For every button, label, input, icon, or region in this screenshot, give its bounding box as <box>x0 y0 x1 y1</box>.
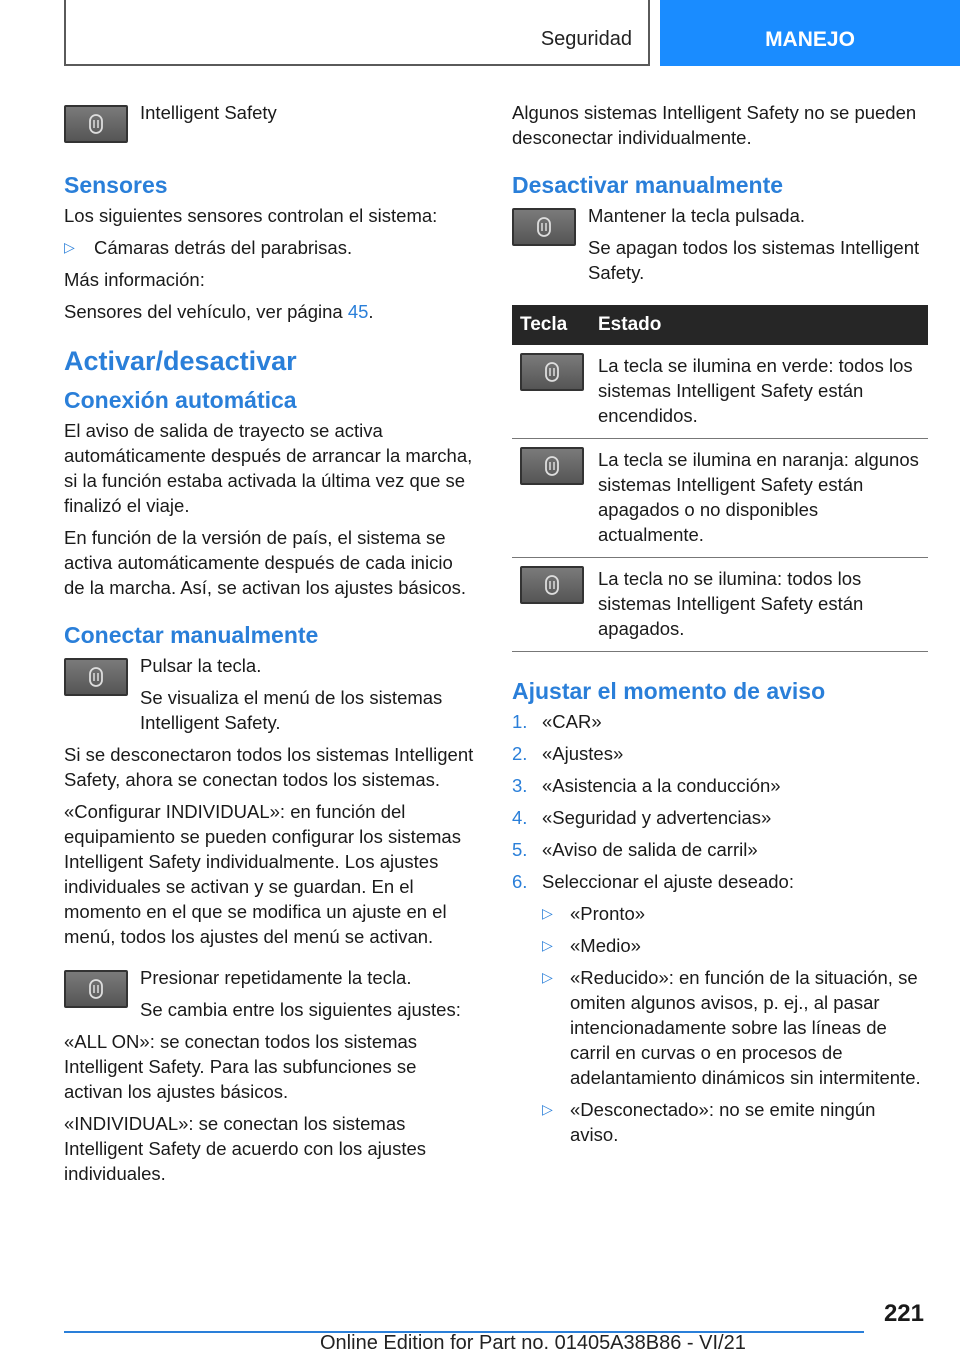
activar-desactivar-heading: Activar/desactivar <box>64 346 297 376</box>
auto-paragraph-1: El aviso de salida de trayecto se activa automáticamente después de arrancar la marcha, si la función estaba activada la última vez que se finalizó el viaje. <box>64 420 473 516</box>
sensores-ref: Sensores del vehículo, ver página 45. <box>64 301 374 322</box>
press-key-row <box>64 965 478 1022</box>
edition-text: Online Edition for Part no. 01405A38B86 - VI/21 <box>320 1332 746 1354</box>
intelligent-safety-key-icon <box>64 105 128 143</box>
manual-key-row <box>64 653 478 735</box>
left-column <box>64 100 478 1193</box>
table-header-tecla: Tecla <box>512 305 590 345</box>
right-top-paragraph: Algunos sistemas Intelligent Safety no se pueden desconectar individualmente. <box>512 102 917 148</box>
intelligent-safety-key-icon <box>64 658 128 696</box>
key-status-table <box>512 305 928 652</box>
desactivar-manualmente-heading: Desactivar manualmente <box>512 172 784 198</box>
sensores-heading: Sensores <box>64 172 168 198</box>
desact-step-2: Se apagan todos los sistemas Intelligent Safety. <box>588 237 920 283</box>
ajustar-momento-heading: Ajustar el momento de aviso <box>512 678 826 704</box>
step-item: 6. Seleccionar el ajuste deseado: <box>512 871 794 892</box>
header-chapter-tab: MANEJO <box>660 0 960 66</box>
page-number: 221 <box>883 1300 924 1327</box>
conexion-automatica-heading: Conexión automática <box>64 387 297 413</box>
press-step-2: Se cambia entre los siguientes ajustes: <box>140 999 461 1020</box>
table-row <box>512 558 928 652</box>
table-header-estado: Estado <box>590 305 928 345</box>
manual-step-2: Se visualiza el menú de los sistemas Intelligent Safety. <box>140 687 443 733</box>
intelligent-safety-key-icon <box>64 970 128 1008</box>
page-link-45[interactable]: 45 <box>347 301 369 322</box>
table-cell-estado: La tecla se ilumina en verde: todos los sistemas Intelligent Safety están encendidos. <box>590 345 928 439</box>
auto-paragraph-2: En función de la versión de país, el sistema se activa automáticamente después de cada inicio de la marcha. Así, se activan los ajustes básicos. <box>64 527 467 598</box>
sensores-bullet: ▷ Cámaras detrás del parabrisas. <box>64 235 478 260</box>
step-item: 1. «CAR» <box>512 711 602 732</box>
manual-paragraph-2: «Configurar INDIVIDUAL»: en función del equipamiento se pueden configurar los sistemas Intelligent Safety individualmente. Los ajustes individuales se activan y se guardan. En el momento en el que se modifica un ajuste en el menú, todos los ajustes del menú se activan. <box>64 801 461 947</box>
manual-paragraph-1: Si se desconectaron todos los sistemas Intelligent Safety, ahora se conectan todos los sistemas. <box>64 744 474 790</box>
header-section-title: Seguridad <box>540 28 632 50</box>
allon-paragraph: «ALL ON»: se conectan todos los sistemas Intelligent Safety. Para las subfunciones se activan los ajustes básicos. <box>64 1031 418 1102</box>
table-row <box>512 439 928 558</box>
header-section-box <box>64 0 650 66</box>
desact-key-row <box>512 203 926 285</box>
table-row <box>512 345 928 439</box>
press-step-1: Presionar repetidamente la tecla. <box>140 967 412 988</box>
step-item: 5. «Aviso de salida de carril» <box>512 839 758 860</box>
manual-step-1: Pulsar la tecla. <box>140 655 262 676</box>
key-off-icon <box>520 566 584 604</box>
individual-paragraph: «INDIVIDUAL»: se conectan los sistemas Intelligent Safety de acuerdo con los ajustes individuales. <box>64 1113 427 1184</box>
intelligent-safety-key-icon <box>512 208 576 246</box>
step-item: 3. «Asistencia a la conducción» <box>512 775 781 796</box>
step-item: 2. «Ajustes» <box>512 743 624 764</box>
right-column <box>512 100 926 1154</box>
conectar-manualmente-heading: Conectar manualmente <box>64 622 319 648</box>
page-header <box>0 0 960 66</box>
sub-option-desconectado: ▷ «Desconectado»: no se emite ningún aviso. <box>512 1097 926 1147</box>
table-cell-estado: La tecla se ilumina en naranja: algunos sistemas Intelligent Safety están apagados o no disponibles actualmente. <box>590 439 928 558</box>
sub-option-reducido: ▷ «Reducido»: en función de la situación, se omiten algunos avisos, p. ej., al pasar intencionadamente sobre las líneas de carril en curvas o en procesos de adelantamiento dinámicos sin intermitente. <box>512 965 926 1090</box>
key-orange-icon <box>520 447 584 485</box>
sub-option-pronto: ▷ «Pronto» <box>512 901 926 926</box>
intelligent-safety-label: Intelligent Safety <box>140 102 277 123</box>
intelligent-safety-key-row <box>64 100 478 150</box>
key-green-icon <box>520 353 584 391</box>
desact-step-1: Mantener la tecla pulsada. <box>588 205 805 226</box>
sub-option-medio: ▷ «Medio» <box>512 933 926 958</box>
step-item: 4. «Seguridad y advertencias» <box>512 807 772 828</box>
sensores-text: Los siguientes sensores controlan el sistema: <box>64 205 438 226</box>
table-cell-estado: La tecla no se ilumina: todos los sistemas Intelligent Safety están apagados. <box>590 558 928 652</box>
mas-info-text: Más información: <box>64 269 205 290</box>
